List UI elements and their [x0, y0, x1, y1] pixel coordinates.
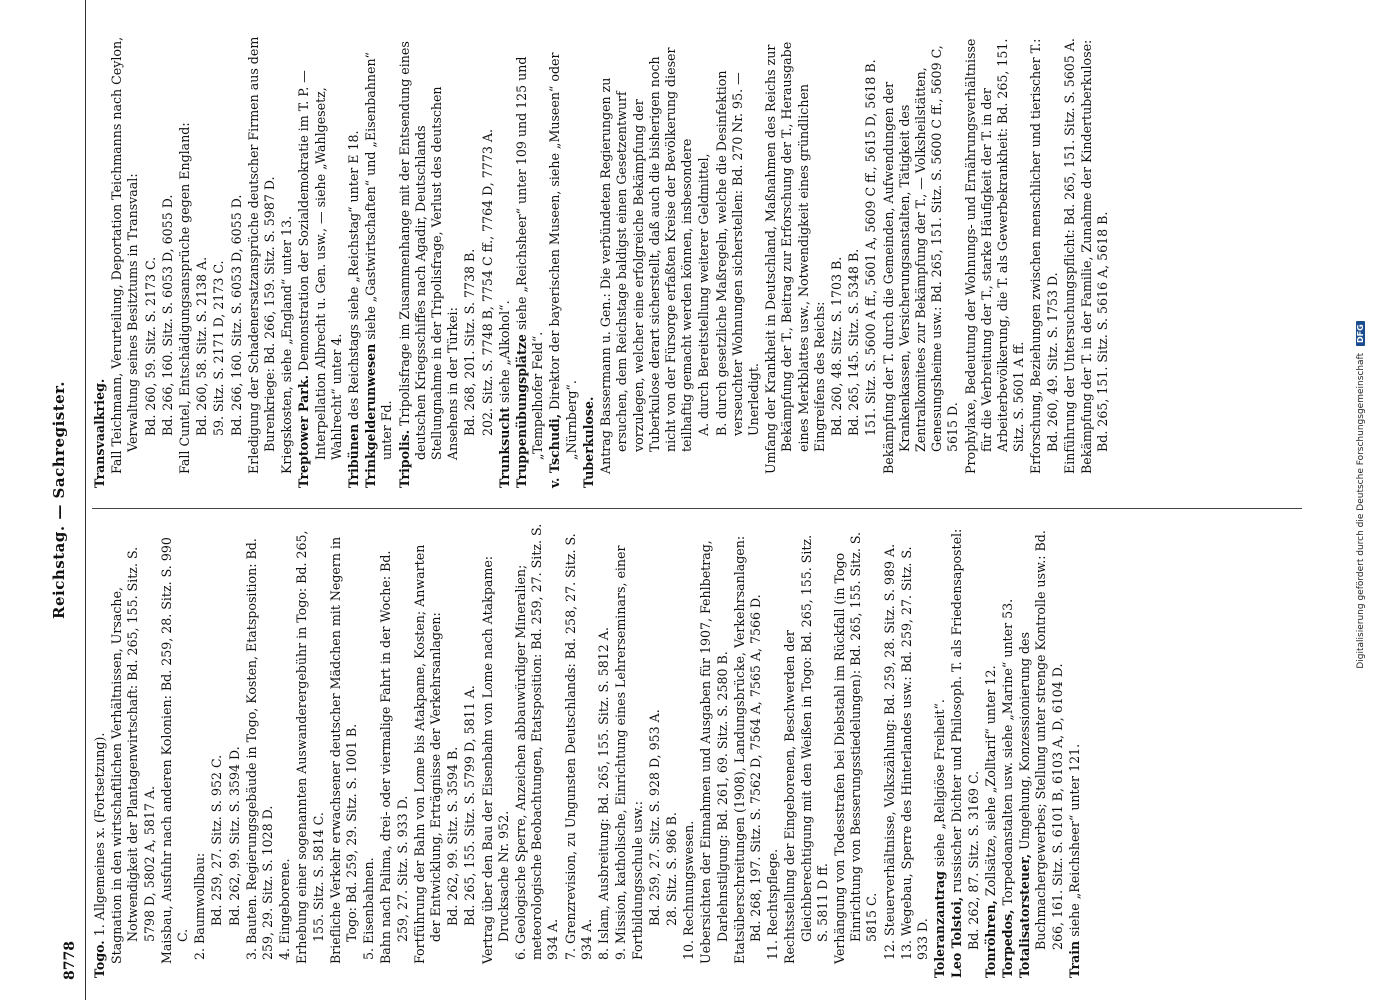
subentry: Einführung der Untersuchungspflicht: Bd. 265, 151. Sitz. S. 5605 A.	[1061, 38, 1077, 474]
reference-line: Bd. 268, 201. Sitz. S. 7738 B.	[462, 248, 478, 436]
reference-line: 202. Sitz. S. 7748 B, 7754 C ff., 7764 D, 7773 A.	[479, 129, 495, 436]
reference-line: A. durch Bereitstellung weiterer Geldmittel,	[696, 153, 712, 436]
entry-text: siehe „Gastwirtschaften“ und „Eisenbahnen“ unter Fd.	[363, 52, 395, 460]
subentry: Erforschung, Beziehungen zwischen menschlicher und tierischer T.: Bd. 260, 49. Sitz. S. 1753 D.	[1028, 38, 1060, 474]
numbered-subentry: 12. Steuerverhältnisse, Volkszählung: Bd. 259, 28. Sitz. S. 989 A.	[881, 543, 897, 960]
entry-keyword: Togo.	[92, 940, 107, 978]
index-entry	[1067, 523, 1083, 978]
reference-line: Bd. 266, 160. Sitz. S. 6053 D, 6055 D.	[228, 194, 244, 436]
subentry: Bekämpfung der T. durch die Gemeinden, Aufwendungen der Krankenkassen, Versicherungsanstalten, Tätigkeit des Zentralkomitees zur Bekämpfung der T., — Volksheilstätten, Genesungsheime usw.: Bd. 265, 151. Sitz. S. 5600 C ff., 5609 C, 5615 D.	[880, 45, 961, 474]
numbered-subentry: 13. Wegebau, Sperre des Hinterlandes usw.: Bd. 259, 27. Sitz. S. 933 D.	[898, 546, 930, 960]
numbered-subentry: 8. Islam, Ausbreitung: Bd. 265, 155. Sitz. S. 5812 A.	[596, 627, 612, 960]
reference-line: Bd. 259, 27. Sitz. S. 952 C.	[209, 754, 225, 926]
index-entry	[397, 33, 462, 488]
subentry: Fortführung der Bahn von Lome bis Atakpame, Kosten; Anwarten der Entwicklung, Erträgnisse der Verkehrsanlagen:	[411, 544, 444, 964]
dfg-logo: DFG	[1356, 321, 1365, 346]
numbered-subentry: 3. Bauten. Regierungsgebäude in Togo, Kosten, Etatsposition: Bd. 259, 29. Sitz. S. 1028 D.	[243, 538, 276, 960]
numbered-subentry: 11. Rechtspflege.	[765, 848, 781, 960]
page-number: 8778	[62, 941, 78, 980]
subentry: Antrag Bassermann u. Gen.: Die verbündeten Regierungen zu ersuchen, dem Reichstage baldigst einen Gesetzentwurf vorzulegen, welcher eine erfolgreiche Bekämpfung der Tuberkulose derart sicherstellt, daß auch die bisherigen noch nicht von der Fürsorge erfaßten Kreise der Bevölkerung dieser teilhaftig gemacht werden können, insbesondere	[598, 47, 695, 474]
entry-keyword: Tuberkulose.	[580, 396, 596, 488]
entry-keyword: Trunksucht	[496, 406, 512, 488]
entry-keyword: Tonröhren,	[982, 900, 998, 978]
entry-keyword: Train	[1066, 940, 1082, 978]
numbered-subentry: 10. Rechnungswesen.	[681, 820, 697, 960]
entry-text: siehe „Reichsheer“ unter 109 und 125 und „Tempelhofer Feld“.	[514, 56, 546, 460]
numbered-subentry: 6. Geologische Sperre, Anzeichen abbauwürdiger Mineralien; meteorologische Beobachtungen, Etatsposition: Bd. 259, 27. Sitz. S. 934 A.	[513, 523, 561, 960]
entry-keyword: Tribünen	[346, 423, 362, 488]
subentry: Erhebung einer sogenannten Auswanderergebühr in Togo: Bd. 265, 155. Sitz. S. 5814 C.	[294, 530, 326, 964]
reference-line: Bd. 260, 59. Sitz. S. 2173 C.	[142, 256, 158, 436]
entry-text: Umgehung, Konzessionierung des Buchmachergewerbes; Stellung unter strenge Kontrolle usw.: Bd. 266, 161. Sitz. S. 6101 B, 6103 A, D, 6104 D.	[1017, 530, 1065, 950]
entry-text: siehe „Reichsheer“ unter 121.	[1066, 743, 1082, 937]
reference-line: B. durch gesetzliche Maßregeln, welche die Desinfektion verseuchter Wohnungen sicherstellen: Bd. 270 Nr. 95. — Unerledigt.	[713, 70, 761, 436]
reference-line: Bd. 262, 99. Sitz. S. 3594 B.	[445, 746, 461, 926]
entry-text: Tripolisfrage im Zusammenhange mit der Entsendung eines deutschen Kriegsschiffes nach Agadir, Deutschlands Stellungnahme in der Tripolisfrage, Verlust des deutschen Ansehens in der Türkei:	[396, 41, 461, 460]
entry-keyword: Torpedos,	[999, 909, 1015, 978]
subentry: Vertrag über den Bau der Eisenbahn von Lome nach Atakpame: Drucksache Nr. 952.	[479, 555, 511, 964]
entry-text: siehe „Alkohol“.	[496, 300, 512, 403]
subentry: Prophylaxe, Bedeutung der Wohnungs- und Ernährungsverhältnisse für die Verbreitung der T., starke Häufigkeit der T. in der Arbeiterbevölkerung, die T. als Gewerbekrankheit: Bd. 265, 151. Sitz. S. 5601 A ff.	[962, 38, 1027, 474]
entry-text: Demonstration der Sozialdemokratie im T. P. — Interpellation Albrecht u. Gen. usw., — siehe „Wahlgesetz, Wahlrecht“ unter 4.	[296, 70, 344, 460]
reference-line: Bd. 260, 58. Sitz. S. 2138 A.	[194, 256, 210, 436]
reference-line: Bd. 259, 27. Sitz. S. 928 D, 953 A.	[646, 709, 662, 926]
subentry: Uebersichten der Einnahmen und Ausgaben für 1907, Fehlbetrag, Darlehnstilgung: Bd. 261, 69. Sitz. S. 2580 B.	[698, 540, 730, 964]
reference-line: Bd. 265, 145. Sitz. S. 5348 B.	[846, 248, 862, 436]
entry-keyword: Treptower Park.	[296, 374, 312, 488]
reference-line: Bd. 262, 99. Sitz. S. 3594 D.	[226, 746, 242, 926]
reference-line: Bd. 266, 160. Sitz. S. 6053 D, 6055 D.	[159, 194, 175, 436]
index-entry	[1000, 523, 1016, 978]
entry-keyword: Leo Tolstoi,	[949, 896, 965, 978]
entry-keyword: Tripolis.	[396, 429, 412, 488]
entry-text: Zollsätze, siehe „Zolltarif“ unter 12.	[982, 665, 998, 897]
right-column	[92, 33, 1112, 488]
entry-keyword: Totalisatorsteuer,	[1017, 853, 1033, 978]
subentry: Verhängung von Todesstrafen bei Diebstahl im Rückfall (in Togo Einrichtung von Besserungsstiedelungen): Bd. 265, 155. Sitz. S. 5815 C.	[831, 531, 880, 964]
index-entry	[547, 33, 579, 488]
index-entry	[296, 33, 345, 488]
subentry: Stagnation in den wirtschaftlichen Verhältnissen, Ursache, Notwendigkeit der Plantagenwirtschaft: Bd. 265, 155. Sitz. S. 5798 D, 5802 A, 5817 A.	[109, 546, 157, 964]
entry-keyword: Truppenübungsplätze	[514, 334, 530, 488]
index-entry	[363, 33, 395, 488]
entry-text: russischer Dichter und Philosoph. T. als Friedensapostel: Bd. 262, 87. Sitz. S. 3169 C.	[949, 528, 981, 950]
index-entry	[346, 33, 362, 488]
column-divider	[92, 508, 1302, 509]
entry-keyword: v. Tschudi,	[547, 413, 563, 488]
index-entry	[497, 33, 513, 488]
entry-text: Torpedoanstalten usw. siehe „Marine“ unter 53.	[999, 598, 1015, 906]
subentry: Fall Teichmann, Verurteilung, Deportation Teichmanns nach Ceylon, Verwaltung seines Besitztums in Transvaal:	[109, 36, 141, 474]
subentry: Umfang der Krankheit in Deutschland, Maßnahmen des Reichs zur Bekämpfung der T., Beitrag zur Erforschung der T., Herausgabe eines Merkblattes usw., Notwendigkeit eines gründlichen Eingreifens des Reichs:	[763, 41, 827, 474]
subentry: Kriegskosten, siehe „England“ unter 13.	[279, 215, 295, 474]
reference-line: 59. Sitz. S. 2171 D, 2173 C.	[211, 260, 227, 436]
reference-line: 28. Sitz. S. 986 B.	[663, 812, 679, 926]
entry-keyword: Trinkgelderunwesen	[363, 343, 379, 488]
entry-keyword: Transvaalkrieg.	[92, 378, 107, 488]
index-entry	[92, 33, 108, 488]
numbered-subentry: 5. Eisenbahnen.	[361, 857, 377, 960]
entry-text: 1. Allgemeines x. (Fortsetzung).	[92, 732, 107, 937]
running-title: Reichstag. — Sachregister.	[50, 381, 68, 619]
index-entry	[1017, 523, 1066, 978]
reference-line: 151. Sitz. S. 5600 A ff., 5601 A, 5609 C ff., 5615 D, 5618 B.	[863, 59, 879, 436]
index-entry	[949, 523, 981, 978]
left-column	[92, 523, 1084, 978]
index-entry	[932, 523, 948, 978]
subentry: Bekämpfung der T. in der Familie, Zunahme der Kindertuberkulose: Bd. 265, 151. Sitz. S. 5616 A, 5618 B.	[1078, 39, 1111, 474]
numbered-subentry: 2. Baumwollbau:	[192, 852, 208, 960]
index-entry	[581, 33, 597, 488]
subentry: Maisbau, Ausfuhr nach anderen Kolonien: Bd. 259, 28. Sitz. S. 990 C.	[158, 537, 191, 964]
entry-text: des Reichstags siehe „Reichstag“ unter E 18.	[346, 130, 362, 420]
credit-text: Digitalisierung gefördert durch die Deutsche Forschungsgemeinschaft	[1356, 352, 1366, 669]
index-entry	[92, 523, 108, 978]
reference-line: Bd. 260, 48. Sitz. S. 1703 B.	[828, 256, 844, 436]
reference-line: Bd. 265, 155. Sitz. S. 5799 D, 5811 A.	[462, 685, 478, 926]
subentry: Bahn nach Palima, drei- oder viermalige Fahrt in der Woche: Bd. 259, 27. Sitz. S. 933 D.	[378, 550, 410, 964]
running-header	[0, 0, 86, 1000]
numbered-subentry: 9. Mission, katholische, Einrichtung eines Lehrerseminars, einer Fortbildungsschule usw.:	[613, 545, 645, 960]
subentry: Etatsüberschreitungen (1908), Landungsbrücke, Verkehrsanlagen: Bd. 268, 197. Sitz. S. 7562 D, 7564 A, 7565 A, 7566 D.	[731, 535, 763, 964]
numbered-subentry: 4. Eingeborene.	[277, 858, 293, 960]
index-entry	[514, 33, 546, 488]
subentry: Rechtsstellung der Eingeborenen, Beschwerden der Gleichberechtigung mit den Weißen in Togo: Bd. 265, 155. Sitz. S. 5811 D ff.	[782, 534, 830, 964]
subentry: Briefliche Verkehr erwachsener deutscher Mädchen mit Negern in Togo: Bd. 259, 29. Sitz. S. 1001 B.	[327, 536, 360, 964]
index-entry	[983, 523, 999, 978]
numbered-subentry: 7. Grenzrevision, zu Ungunsten Deutschlands: Bd. 258, 27. Sitz. S. 934 A.	[562, 533, 594, 960]
entry-text: siehe „Religiöse Freiheit“.	[932, 699, 948, 868]
digitization-credit	[1356, 30, 1366, 960]
entry-text: Direktor der bayerischen Museen, siehe „Museen“ oder „Nürnberg“.	[547, 52, 579, 460]
subentry: Erledigung der Schadenersatzansprüche deutscher Firmen aus dem Burenkriege: Bd. 266, 159. Sitz. S. 5987 D.	[245, 36, 278, 474]
subentry: Fall Cuntel, Entschädigungsansprüche gegen England:	[177, 122, 193, 474]
entry-keyword: Toleranzantrag	[932, 871, 948, 978]
